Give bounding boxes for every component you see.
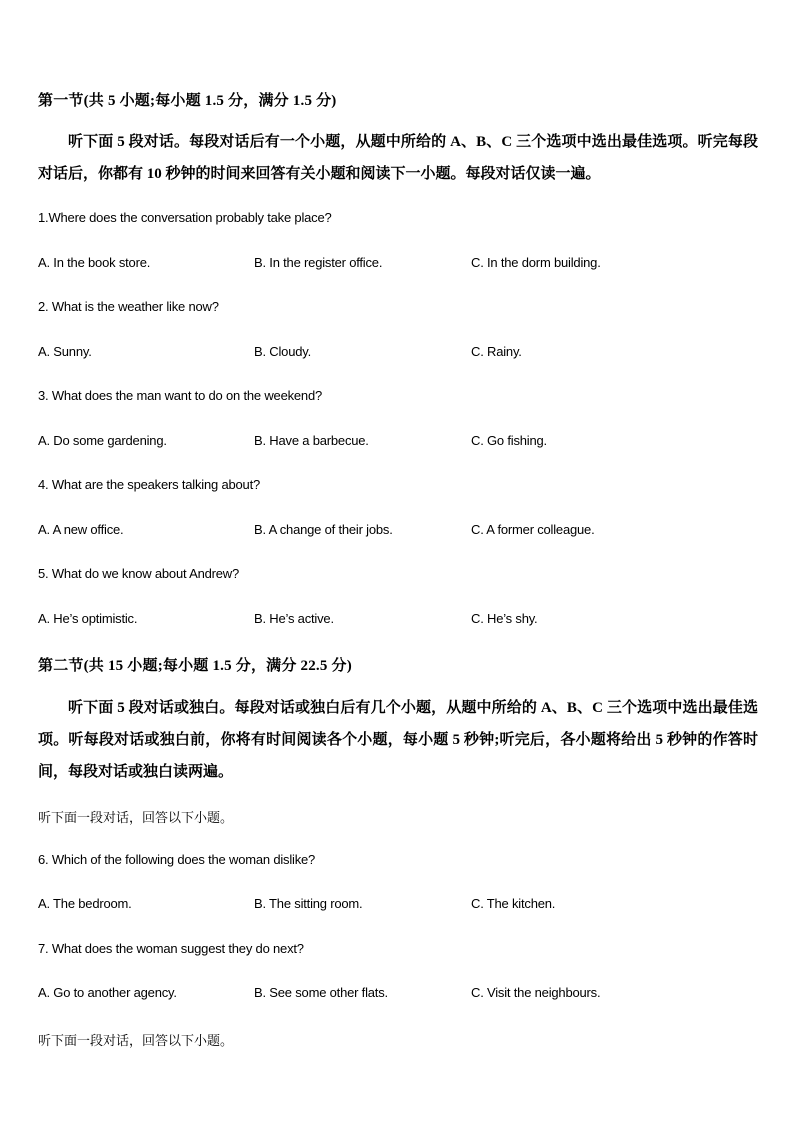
question-4-option-b: B. A change of their jobs. <box>254 522 393 537</box>
question-5-option-b: B. He’s active. <box>254 611 334 626</box>
question-3-option-a: A. Do some gardening. <box>38 433 167 448</box>
question-7: 7. What does the woman suggest they do next? <box>38 941 304 956</box>
question-7-option-a: A. Go to another agency. <box>38 985 177 1000</box>
question-4: 4. What are the speakers talking about? <box>38 477 261 492</box>
question-2-option-c: C. Rainy. <box>471 344 522 359</box>
question-5: 5. What do we know about Andrew? <box>38 566 240 581</box>
question-6-option-b: B. The sitting room. <box>254 896 363 911</box>
question-6-option-c: C. The kitchen. <box>471 896 556 911</box>
question-3-option-c: C. Go fishing. <box>471 433 547 448</box>
question-4-option-a: A. A new office. <box>38 522 124 537</box>
question-1-option-a: A. In the book store. <box>38 255 151 270</box>
dialogue-note: 听下面一段对话，回答以下小题。 <box>38 1033 234 1048</box>
section-1-title: 第一节(共 5 小题;每小题 1.5 分，满分 1.5 分) <box>38 93 337 109</box>
question-3-option-b: B. Have a barbecue. <box>254 433 369 448</box>
question-4-options <box>38 522 758 540</box>
question-3: 3. What does the man want to do on the weekend? <box>38 388 323 403</box>
dialogue-note: 听下面一段对话，回答以下小题。 <box>38 810 234 825</box>
question-6-option-a: A. The bedroom. <box>38 896 132 911</box>
question-5-option-c: C. He’s shy. <box>471 611 538 626</box>
question-2-options <box>38 344 758 362</box>
question-1-option-b: B. In the register office. <box>254 255 383 270</box>
question-1-options <box>38 255 758 273</box>
question-2-option-b: B. Cloudy. <box>254 344 312 359</box>
section-1-instructions: 听下面 5 段对话。每段对话后有一个小题，从题中所给的 A、B、C 三个选项中选出最佳选项。听完每段对话后，你都有 10 秒钟的时间来回答有关小题和阅读下一小题。每段对话仅读一遍。 <box>38 134 758 182</box>
question-1: 1.Where does the conversation probably take place? <box>38 210 332 225</box>
question-7-option-b: B. See some other flats. <box>254 985 388 1000</box>
question-2-option-a: A. Sunny. <box>38 344 92 359</box>
question-6-options <box>38 896 758 914</box>
question-7-options <box>38 985 758 1003</box>
question-6: 6. Which of the following does the woman dislike? <box>38 852 316 867</box>
question-1-option-c: C. In the dorm building. <box>471 255 601 270</box>
question-3-options <box>38 433 758 451</box>
question-4-option-c: C. A former colleague. <box>471 522 595 537</box>
question-7-option-c: C. Visit the neighbours. <box>471 985 601 1000</box>
question-5-options <box>38 611 758 629</box>
question-5-option-a: A. He’s optimistic. <box>38 611 138 626</box>
question-2: 2. What is the weather like now? <box>38 299 219 314</box>
section-2-title: 第二节(共 15 小题;每小题 1.5 分，满分 22.5 分) <box>38 658 352 674</box>
section-2-instructions: 听下面 5 段对话或独白。每段对话或独白后有几个小题，从题中所给的 A、B、C 三个选项中选出最佳选项。听每段对话或独白前，你将有时间阅读各个小题，每小题 5 秒钟;听完后，各小题将给出 5 秒钟的作答时间，每段对话或独白读两遍。 <box>38 700 758 780</box>
